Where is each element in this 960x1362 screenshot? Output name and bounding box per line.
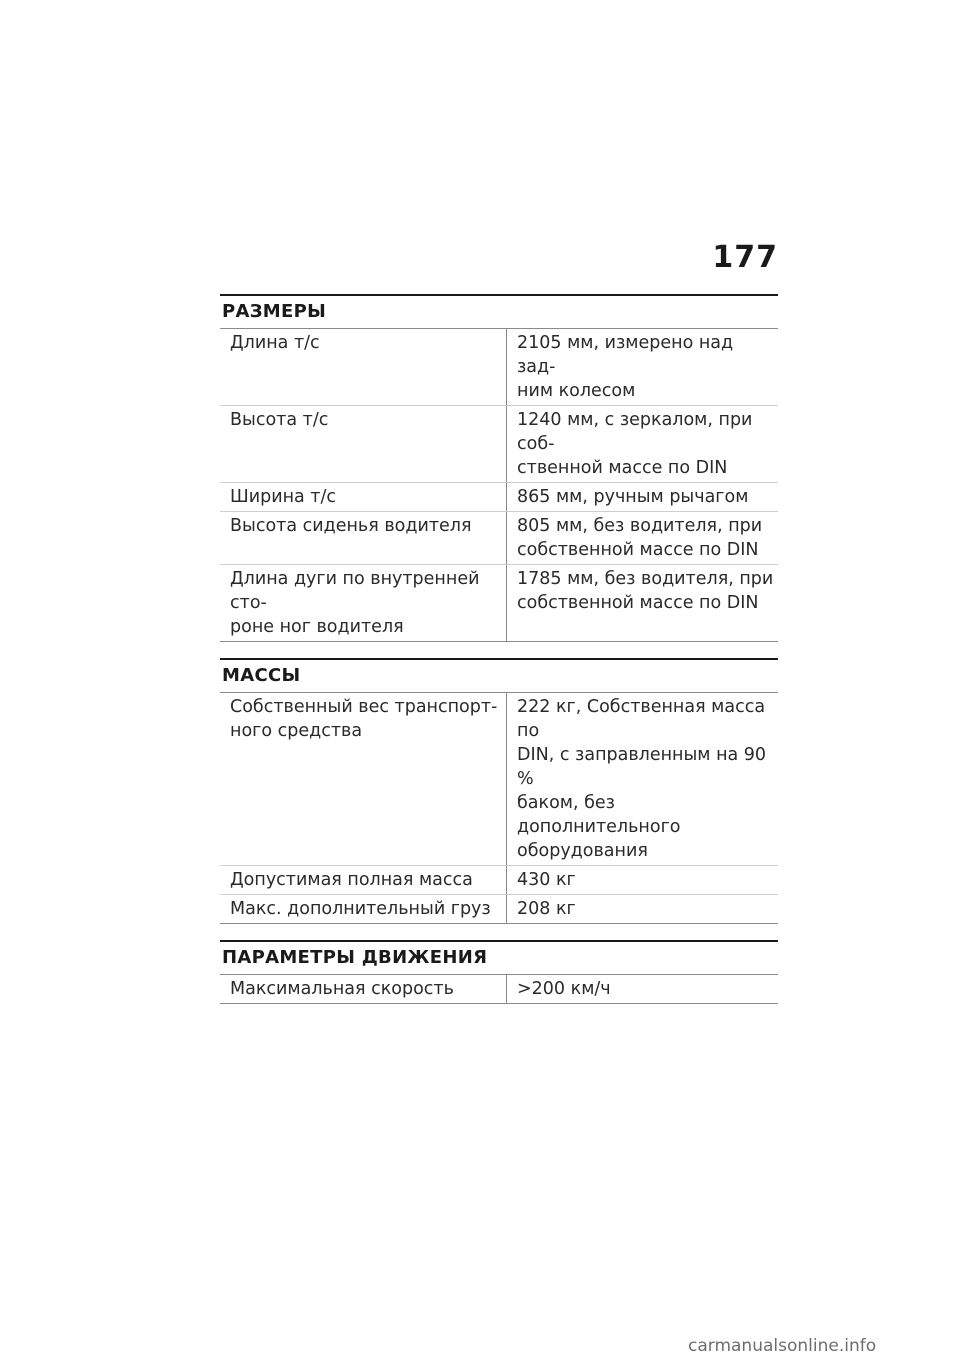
table-row <box>220 512 778 565</box>
row-value: 222 кг, Собственная масса по DIN, с заправленным на 90 % баком, без дополнительного оборудования <box>517 697 767 861</box>
row-label: Собственный вес транспорт- ного средства <box>220 693 507 865</box>
page-number: 177 <box>712 240 778 275</box>
table-row <box>220 483 778 512</box>
row-label: Максимальная скорость <box>220 975 507 1003</box>
row-label: Длина т/с <box>220 329 507 405</box>
section-title: ПАРАМЕТРЫ ДВИЖЕНИЯ <box>220 940 778 975</box>
section-title: РАЗМЕРЫ <box>220 294 778 329</box>
section-masses <box>220 658 778 924</box>
spec-content <box>220 294 778 1020</box>
row-value: 430 кг <box>517 870 576 890</box>
row-value: 865 мм, ручным рычагом <box>517 487 749 507</box>
section-driving-parameters <box>220 940 778 1004</box>
row-value: 1240 мм, с зеркалом, при соб- ственной массе по DIN <box>517 410 753 478</box>
table-row <box>220 693 778 866</box>
section-dimensions <box>220 294 778 642</box>
row-label: Макс. дополнительный груз <box>220 895 507 923</box>
row-value: >200 км/ч <box>517 979 611 999</box>
row-label: Высота т/с <box>220 406 507 482</box>
table-row <box>220 406 778 483</box>
table-row <box>220 975 778 1004</box>
row-label: Высота сиденья водителя <box>220 512 507 564</box>
row-value: 2105 мм, измерено над зад- ним колесом <box>517 333 734 401</box>
row-label: Длина дуги по внутренней сто- роне ног водителя <box>220 565 507 641</box>
table-row <box>220 329 778 406</box>
row-value: 805 мм, без водителя, при собственной массе по DIN <box>517 516 763 560</box>
row-value: 1785 мм, без водителя, при собственной массе по DIN <box>517 569 774 613</box>
table-row <box>220 565 778 642</box>
table-row <box>220 895 778 924</box>
row-value: 208 кг <box>517 899 576 919</box>
row-label: Допустимая полная масса <box>220 866 507 894</box>
section-title: МАССЫ <box>220 658 778 693</box>
watermark-link[interactable]: carmanualsonline.info <box>688 1336 877 1356</box>
row-label: Ширина т/с <box>220 483 507 511</box>
table-row <box>220 866 778 895</box>
